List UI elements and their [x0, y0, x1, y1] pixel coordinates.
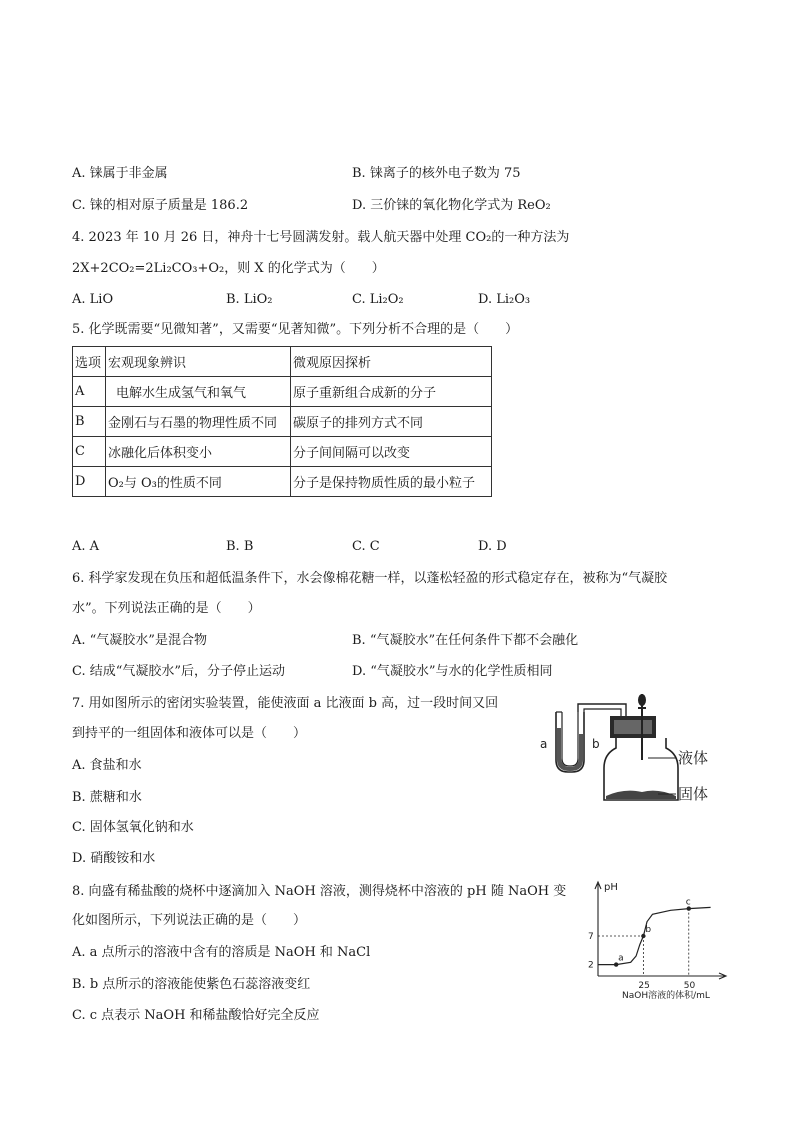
table-cell: A [73, 377, 106, 407]
table-cell: B [73, 407, 106, 437]
x-tick-label: 25 [638, 981, 650, 991]
table-cell: 冰融化后体积变小 [106, 437, 291, 467]
q7-option-c: C. 固体氢氧化钠和水 [72, 820, 194, 835]
table-cell: C [73, 437, 106, 467]
table-header-row [73, 347, 492, 377]
label-liquid: 液体 [678, 749, 709, 767]
q7-option-a: A. 食盐和水 [72, 758, 142, 773]
q6-option-d: D. “气凝胶水”与水的化学性质相同 [352, 664, 553, 679]
q7-apparatus-figure [506, 692, 726, 807]
q5-option-c: C. C [352, 539, 380, 554]
point-label: b [645, 925, 652, 935]
q6-stem-line1: 6. 科学家发现在负压和超低温条件下，水会像棉花糖一样，以蓬松轻盈的形式稳定存在，被称为“气凝胶 [72, 571, 668, 586]
table-cell: 电解水生成氢气和氧气 [106, 377, 291, 407]
q8-option-b: B. b 点所示的溶液能使紫色石蕊溶液变红 [72, 977, 311, 992]
table-cell: 分子间间隔可以改变 [291, 437, 492, 467]
solid-material [606, 791, 676, 799]
x-tick-label: 50 [683, 981, 696, 991]
q6-option-a: A. “气凝胶水”是混合物 [72, 633, 207, 648]
q6-stem-line2: 水”。下列说法正确的是（ ） [72, 601, 261, 616]
y-tick-label: 7 [588, 932, 594, 942]
table-cell: D [73, 467, 106, 497]
connecting-tube [578, 704, 626, 716]
label-b: b [592, 737, 600, 751]
table-row [73, 467, 492, 497]
label-a: a [540, 737, 548, 751]
q8-option-a: A. a 点所示的溶液中含有的溶质是 NaOH 和 NaCl [72, 945, 371, 960]
table-header: 选项 [73, 347, 106, 377]
table-cell: O₂与 O₃的性质不同 [106, 467, 291, 497]
table-cell: 原子重新组合成新的分子 [291, 377, 492, 407]
point-label: c [685, 897, 691, 908]
q5-option-d: D. D [478, 539, 507, 554]
q5-table [72, 346, 492, 497]
q6-option-b: B. “气凝胶水”在任何条件下都不会融化 [352, 633, 579, 648]
q4-option-c: C. Li₂O₂ [352, 292, 404, 307]
q4-stem-line1: 4. 2023 年 10 月 26 日，神舟十七号圆满发射。载人航天器中处理 CO₂的一种方法为 [72, 230, 570, 245]
q8-stem-line2: 化如图所示，下列说法正确的是（ ） [72, 913, 307, 928]
table-header: 微观原因探析 [291, 347, 492, 377]
q4-option-b: B. LiO₂ [226, 292, 273, 307]
table-cell: 碳原子的排列方式不同 [291, 407, 492, 437]
q8-option-c: C. c 点表示 NaOH 和稀盐酸恰好完全反应 [72, 1008, 320, 1023]
point-label: a [618, 953, 624, 964]
q6-option-c: C. 结成“气凝胶水”后，分子停止运动 [72, 664, 286, 679]
q7-stem-line2: 到持平的一组固体和液体可以是（ ） [72, 726, 307, 741]
table-row [73, 407, 492, 437]
q7-option-d: D. 硝酸铵和水 [72, 851, 156, 866]
u-tube-liquid [557, 728, 583, 771]
label-solid: 固体 [678, 785, 709, 803]
q4-option-d: D. Li₂O₃ [478, 292, 531, 307]
table-cell: 分子是保持物质性质的最小粒子 [291, 467, 492, 497]
q8-stem-line1: 8. 向盛有稀盐酸的烧杯中逐滴加入 NaOH 溶液，测得烧杯中溶液的 pH 随 NaOH 变 [72, 884, 567, 899]
y-tick-label: 2 [588, 960, 594, 971]
table-row [73, 437, 492, 467]
x-axis-label: NaOH溶液的体积/mL [622, 991, 710, 1001]
table-row [73, 377, 492, 407]
q5-stem: 5. 化学既需要“见微知著”，又需要“见著知微”。下列分析不合理的是（ ） [72, 322, 519, 337]
q5-option-b: B. B [226, 539, 254, 554]
y-axis-label: pH [604, 882, 618, 893]
q8-ph-chart [586, 876, 736, 1006]
q4-option-a: A. LiO [72, 292, 114, 307]
q4-stem-line2: 2X+2CO₂=2Li₂CO₃+O₂，则 X 的化学式为（ ） [72, 261, 385, 276]
q3-option-d: D. 三价铼的氧化物化学式为 ReO₂ [352, 198, 551, 213]
q3-option-c: C. 铼的相对原子质量是 186.2 [72, 198, 249, 213]
q3-option-a: A. 铼属于非金属 [72, 166, 168, 181]
q7-stem-line1: 7. 用如图所示的密闭实验装置，能使液面 a 比液面 b 高，过一段时间又回 [72, 696, 499, 711]
table-cell: 金刚石与石墨的物理性质不同 [106, 407, 291, 437]
q7-option-b: B. 蔗糖和水 [72, 790, 142, 805]
q3-option-b: B. 铼离子的核外电子数为 75 [352, 166, 521, 181]
table-header: 宏观现象辨识 [106, 347, 291, 377]
u-tube-inner [562, 712, 578, 766]
q5-option-a: A. A [72, 539, 100, 554]
